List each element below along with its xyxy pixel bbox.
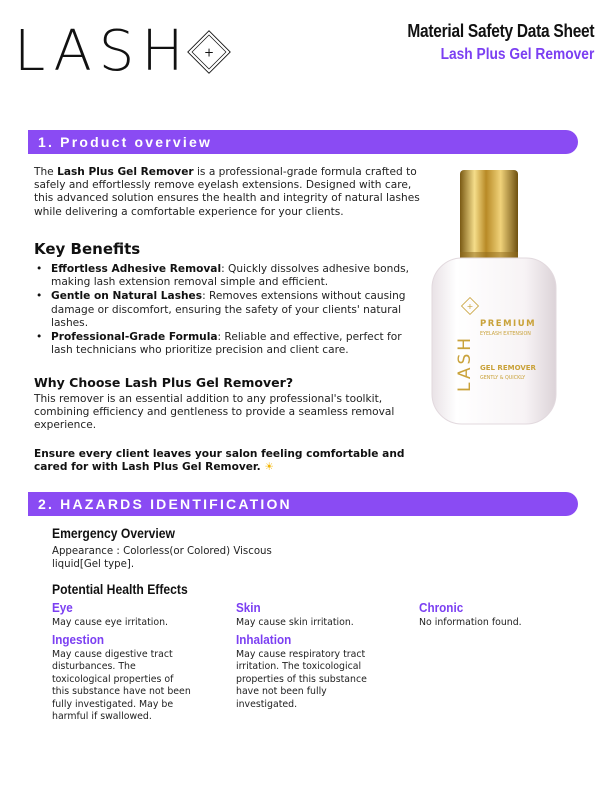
chronic-text: No information found. [419, 617, 522, 628]
bottle-mark-symbol: + [466, 302, 474, 311]
benefit-title: Gentle on Natural Lashes [51, 290, 203, 303]
product-bottle-image [424, 166, 564, 428]
inhalation-text: May cause respiratory tract irritation. The toxicological properties of this substance have not been fully investigated. [236, 649, 367, 710]
why-choose-paragraph: This remover is an essential addition to any professional's toolkit, combining efficiency and gentleness to provide a seamless removal experience. [34, 393, 395, 432]
emergency-overview-heading: Emergency Overview [52, 526, 175, 541]
ingestion-text: May cause digestive tract disturbances. The toxicological properties of this substance have not been fully investigated. May be harmful if swallowed. [52, 649, 191, 723]
closing-text: Ensure every client leaves your salon feeling comfortable and cared for with Lash Plus Gel Remover. [34, 448, 405, 474]
diamond-plus-icon [184, 27, 234, 77]
appearance-text: Appearance : Colorless(or Colored) Viscous liquid[Gel type]. [52, 546, 272, 571]
chronic-heading: Chronic [419, 600, 464, 615]
benefit-text: : Quickly dissolves adhesive bonds, making lash extension removal simple and efficient. [51, 263, 409, 289]
list-item [34, 263, 426, 289]
key-benefits-heading: Key Benefits [34, 240, 141, 258]
section-header-product-overview [28, 130, 578, 154]
eye-heading: Eye [52, 600, 73, 615]
bottle-line2: EYELASH EXTENSION [480, 332, 531, 337]
benefits-list [34, 263, 426, 358]
intro-prefix: The [34, 166, 58, 178]
inhalation-heading: Inhalation [236, 632, 292, 647]
list-item [34, 331, 426, 357]
bottle-product: GEL REMOVER [480, 364, 536, 372]
benefit-title: Effortless Adhesive Removal [51, 263, 222, 275]
logo-mark-symbol: + [204, 45, 215, 60]
bottle-brand: LASH [455, 334, 475, 392]
document-subtitle: Lash Plus Gel Remover [440, 46, 594, 63]
skin-heading: Skin [236, 600, 261, 615]
benefit-text: : Reliable and effective, perfect for lash technicians who prioritize precision and client care. [51, 331, 402, 357]
logo-text: LASH [14, 19, 191, 84]
intro-paragraph [34, 166, 426, 219]
list-item [34, 290, 426, 330]
eye-text: May cause eye irritation. [52, 617, 169, 628]
why-choose-heading: Why Choose Lash Plus Gel Remover? [34, 375, 294, 390]
document-title: Material Safety Data Sheet [407, 21, 594, 41]
sun-icon: ☀ [264, 461, 274, 474]
section-header-hazards [28, 492, 578, 516]
health-effects-heading: Potential Health Effects [52, 582, 188, 597]
benefit-text: : Removes extensions without causing damage or discomfort, ensuring the safety of your clients' natural lashes. [51, 290, 406, 329]
benefit-title: Professional-Grade Formula [51, 331, 218, 344]
brand-logo [14, 19, 234, 84]
section-title: 1. Product overview [38, 134, 213, 150]
document-title-block [377, 21, 594, 64]
ingestion-heading: Ingestion [52, 632, 105, 647]
intro-rest: is a professional-grade formula crafted to safely and effortlessly remove eyelash extensions. Designed with care, this advanced solution ensures the health and integrity of natural lashes while delivering a comfortable experience for your clients. [34, 166, 420, 218]
section-title: 2. HAZARDS IDENTIFICATION [38, 496, 292, 512]
bottle-tagline: GENTLY & QUICKLY [480, 376, 526, 381]
skin-text: May cause skin irritation. [236, 617, 354, 628]
closing-statement [34, 448, 426, 474]
intro-product-name: Lash Plus Gel Remover [57, 166, 194, 178]
bottle-line1: PREMIUM [480, 319, 537, 329]
